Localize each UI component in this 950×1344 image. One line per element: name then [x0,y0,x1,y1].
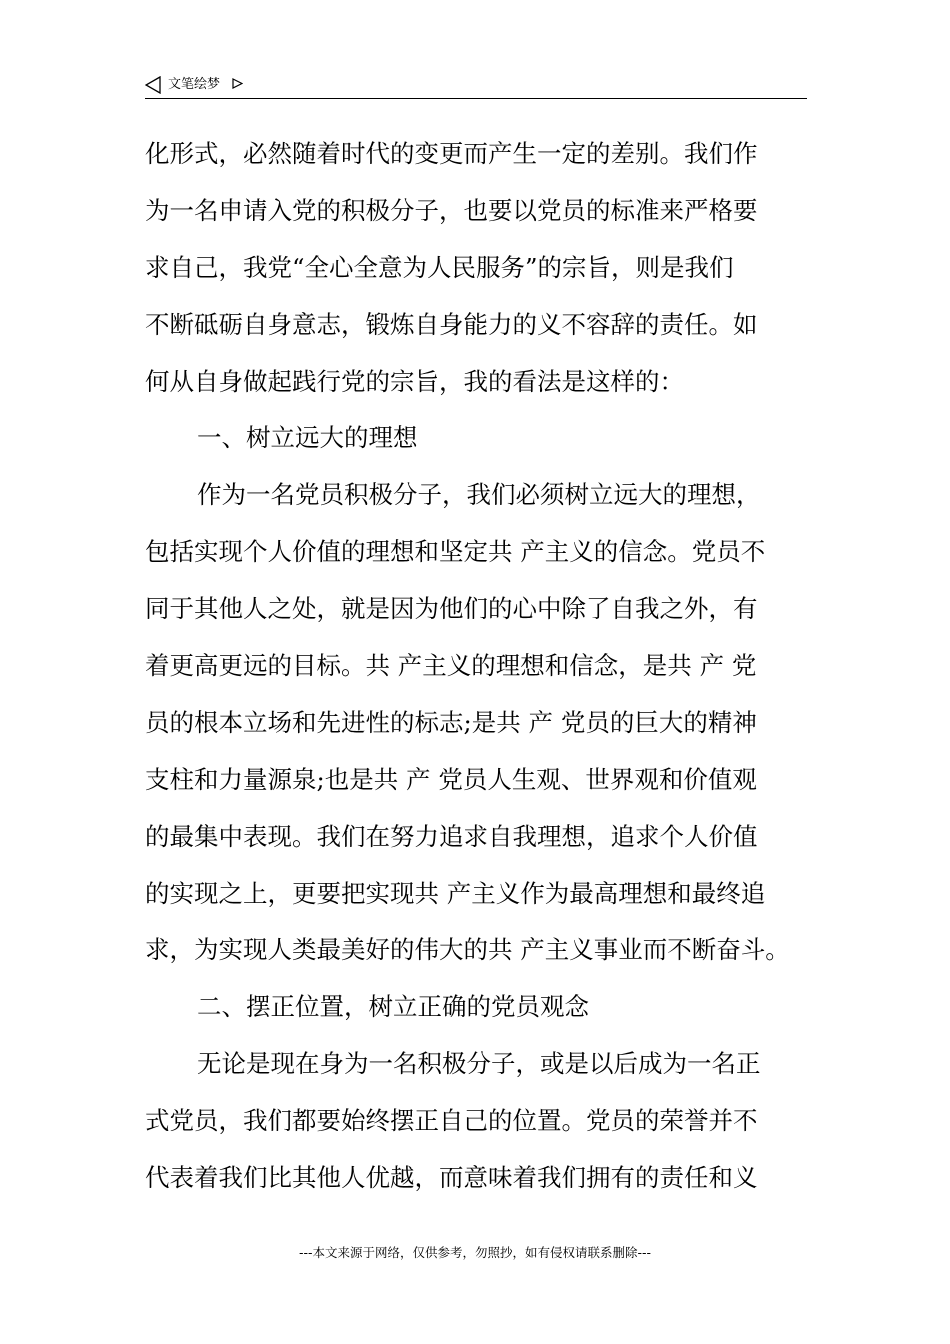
body-line: 求，为实现人类最美好的伟大的共 产主义事业而不断奋斗。 [145,935,790,965]
footer-disclaimer: ---本文来源于网络，仅供参考，勿照抄，如有侵权请联系删除--- [298,1245,652,1260]
body-line: 着更高更远的目标。共 产主义的理想和信念，是共 产 党 [145,651,757,681]
body-line: 代表着我们比其他人优越，而意味着我们拥有的责任和义 [145,1163,758,1193]
body-line: 同于其他人之处，就是因为他们的心中除了自我之外，有 [145,594,758,624]
body-line: 求自己，我党“全心全意为人民服务”的宗旨，则是我们 [145,252,734,282]
section-heading: 一、树立远大的理想 [197,423,418,453]
body-line: 为一名申请入党的积极分子，也要以党员的标准来严格要 [145,195,758,225]
body-line: 的最集中表现。我们在努力追求自我理想，追求个人价值 [145,821,758,851]
body-line: 式党员，我们都要始终摆正自己的位置。党员的荣誉并不 [145,1106,758,1136]
body-line: 的实现之上，更要把实现共 产主义作为最高理想和最终追 [145,878,766,908]
header-title: 文笔绘梦 [168,77,221,92]
body-line: 包括实现个人价值的理想和坚定共 产主义的信念。党员不 [145,537,766,567]
body-line: 支柱和力量源泉;也是共 产 党员人生观、世界观和价值观 [145,764,757,794]
triangle-right-outline-icon [232,78,243,89]
triangle-left-outline-icon [145,76,161,94]
page-header [145,74,807,99]
document-body [145,126,807,1207]
body-line: 不断砥砺自身意志，锻炼自身能力的义不容辞的责任。如 [145,309,758,339]
body-line: 员的根本立场和先进性的标志;是共 产 党员的巨大的精神 [145,707,757,737]
body-line: 作为一名党员积极分子，我们必须树立远大的理想， [197,480,761,510]
body-line: 无论是现在身为一名积极分子，或是以后成为一名正 [197,1049,761,1079]
body-line: 化形式，必然随着时代的变更而产生一定的差别。我们作 [145,139,758,168]
section-heading: 二、摆正位置，树立正确的党员观念 [197,992,589,1022]
body-line: 何从自身做起践行党的宗旨，我的看法是这样的： [145,366,684,396]
